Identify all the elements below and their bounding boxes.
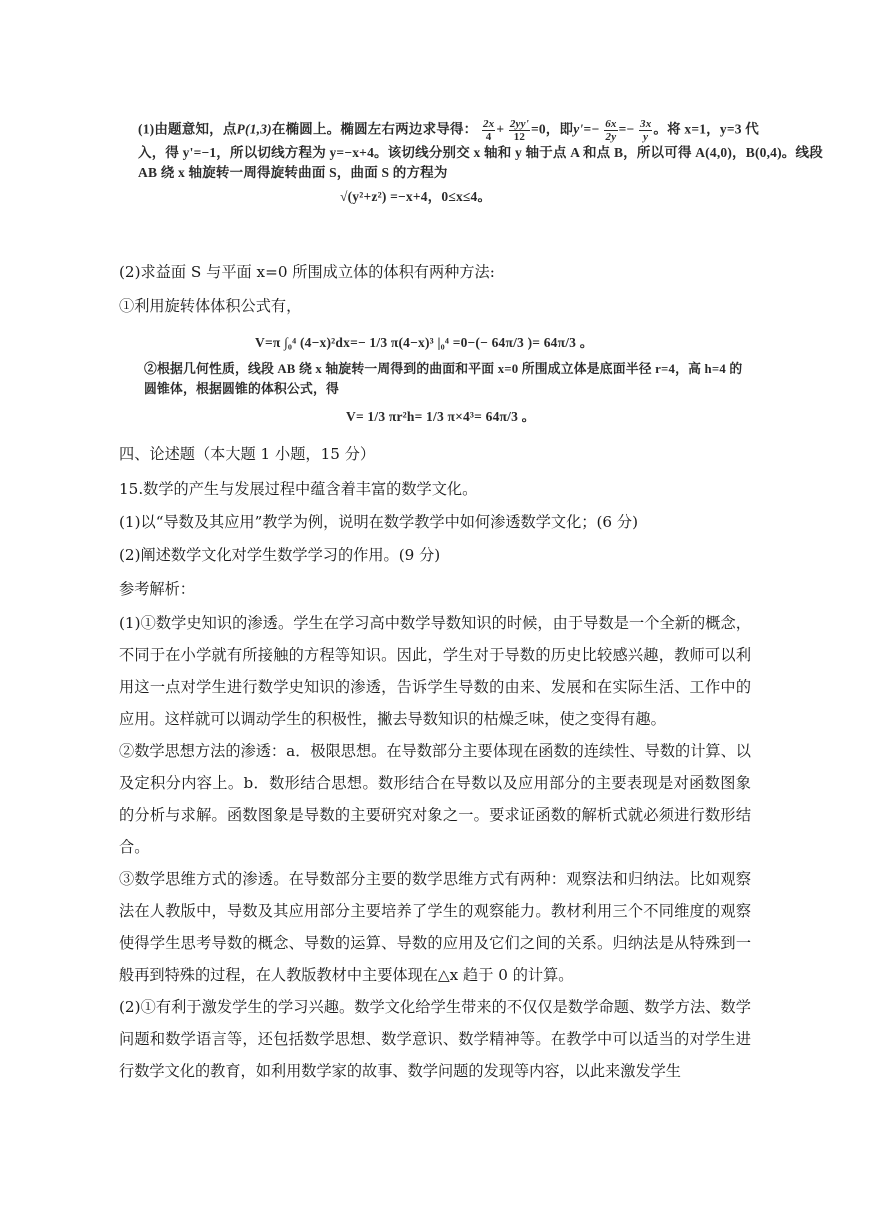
scanned-solution-part2 (144, 330, 754, 426)
question-15-part1: (1)以“导数及其应用”教学为例，说明在数学教学中如何渗透数学文化；(6 分) (119, 513, 639, 531)
fraction: $\frac{2x}{4}$ (482, 118, 495, 143)
scan-line-3: AB 绕 x 轴旋转一周得旋转曲面 S，曲面 S 的方程为 (138, 165, 448, 180)
question-15: 15.数学的产生与发展过程中蕴含着丰富的数学文化。 (119, 480, 478, 498)
fraction: $\frac{2yy'}{12}$ (509, 118, 529, 143)
fraction: $\frac{6x}{2y}$ (605, 118, 617, 143)
answer-paragraph-2: ②数学思想方法的渗透：a．极限思想。在导数部分主要体现在函数的连续性、导数的计算、以及定积分内容上。b．数形结合思想。数形结合在导数以及应用部分的主要表现是对函数图象的分析与求解。函数图象是导数的主要研究对象之一。要求证函数的解析式就必须进行数形结合。 (119, 742, 751, 856)
method1-line: ①利用旋转体体积公式有， (119, 297, 302, 315)
scanned-solution-part1 (138, 118, 823, 206)
question-15-part2: (2)阐述数学文化对学生数学学习的作用。(9 分) (119, 546, 441, 564)
volume-intro-line: (2)求益面 S 与平面 x=0 所围成立体的体积有两种方法: (119, 263, 495, 281)
fraction: $\frac{3x}{y}$ (640, 118, 652, 143)
surface-equation: √(y²+z²) =−x+4，0≤x≤4。 (340, 189, 492, 204)
scan-line-1: (1)由题意知，点P(1,3)在椭圆上。椭圆左右两边求导得： $\frac{2x}{4}$ + $\frac{2yy'}{12}$ =0，即y'=− $\frac{6x}{2y}$ =− $\frac{3x}{y}$ 。将 x=1，y=3 代 (138, 118, 759, 143)
section-heading: 四、论述题（本大题 1 小题，15 分） (119, 445, 376, 463)
method2-line-2: 圆锥体，根据圆锥的体积公式，得 (144, 382, 339, 396)
cone-volume-formula: V= 1/3 πr²h= 1/3 π×4³= 64π/3 。 (346, 409, 536, 424)
method2-line-1: ②根据几何性质，线段 AB 绕 x 轴旋转一周得到的曲面和平面 x=0 所围成立体是底面半径 r=4，高 h=4 的 (144, 362, 743, 376)
reference-answer-label: 参考解析： (119, 580, 195, 598)
volume-integral-formula: V=π ∫₀⁴ (4−x)²dx=− 1/3 π(4−x)³ |₀⁴ =0−(− 64π/3 )= 64π/3 。 (255, 335, 594, 350)
answer-paragraph-1: (1)①数学史知识的渗透。学生在学习高中数学导数知识的时候，由于导数是一个全新的概念，不同于在小学就有所接触的方程等知识。因此，学生对于导数的历史比较感兴趣，教师可以利用这一点对学生进行数学史知识的渗透，告诉学生导数的由来、发展和在实际生活、工作中的应用。这样就可以调动学生的积极性，撇去导数知识的枯燥乏味，使之变得有趣。 (119, 614, 751, 728)
scan-line-2: 入，得 y'=−1，所以切线方程为 y=−x+4。该切线分别交 x 轴和 y 轴于点 A 和点 B，所以可得 A(4,0)，B(0,4)。线段 (138, 145, 823, 160)
answer-paragraph-3: ③数学思维方式的渗透。在导数部分主要的数学思维方式有两种：观察法和归纳法。比如观察法在人教版中，导数及其应用部分主要培养了学生的观察能力。教材利用三个不同维度的观察使得学生思考导数的概念、导数的运算、导数的应用及它们之间的关系。归纳法是从特殊到一般再到特殊的过程，在人教版教材中主要体现在△x 趋于 0 的计算。 (119, 870, 751, 984)
answer-paragraph-4: (2)①有利于激发学生的学习兴趣。数学文化给学生带来的不仅仅是数学命题、数学方法、数学问题和数学语言等，还包括数学思想、数学意识、数学精神等。在教学中可以适当的对学生进行数学文化的教育，如利用数学家的故事、数学问题的发现等内容，以此来激发学生 (119, 998, 751, 1080)
